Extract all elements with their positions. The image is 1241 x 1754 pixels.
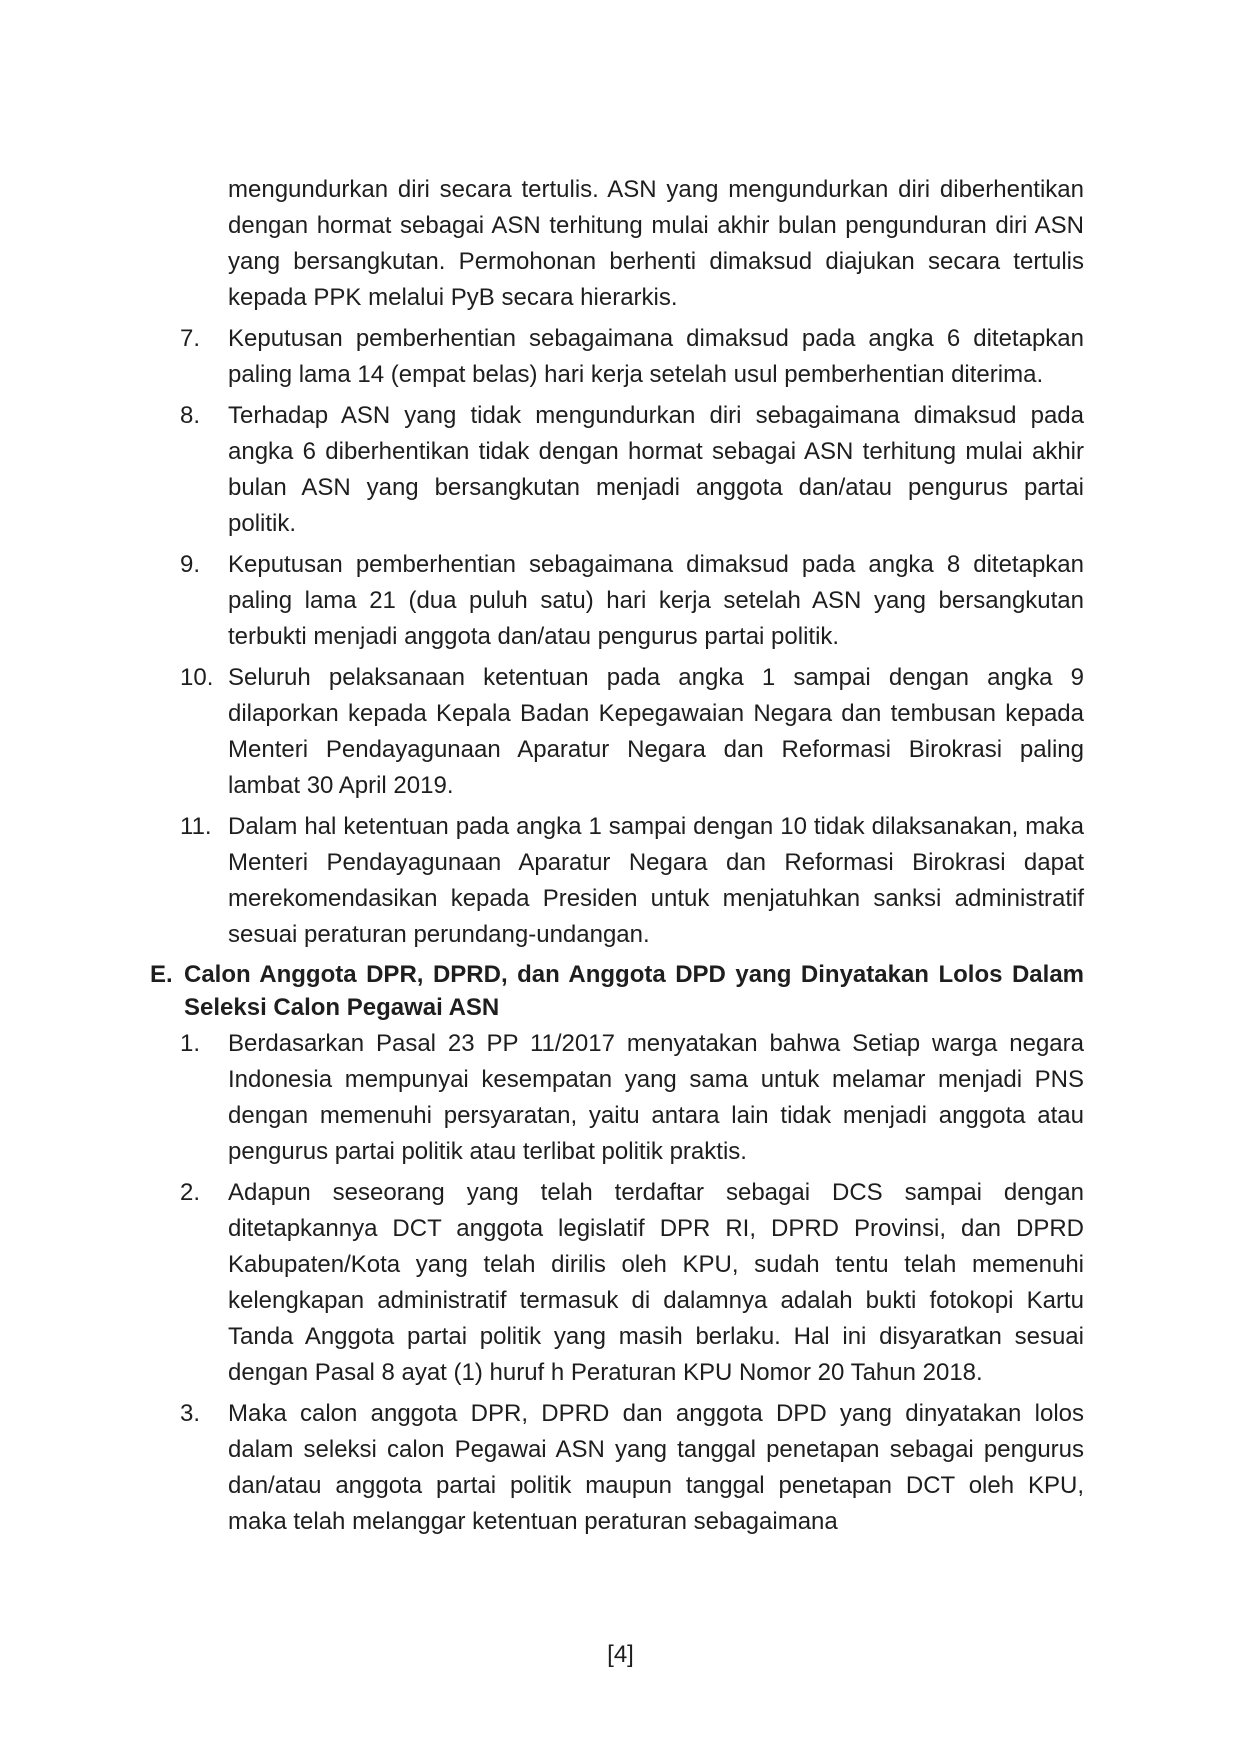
list-item-number: 7. xyxy=(180,325,201,352)
list-item-number: 2. xyxy=(180,1179,201,1206)
list-item-7 xyxy=(180,321,1084,393)
list-item-e1 xyxy=(180,1026,1084,1170)
page-content xyxy=(0,172,1241,1540)
list-item-text: Seluruh pelaksanaan ketentuan pada angka 1 sampai dengan angka 9 dilaporkan kepada Kepala Badan Kepegawaian Negara dan tembusan kepada Menteri Pendayagunaan Aparatur Negara dan Reformasi Birokrasi paling lambat 30 April 2019. xyxy=(228,664,1084,799)
numbered-list-e xyxy=(0,1026,1241,1540)
list-item-number: 3. xyxy=(180,1400,201,1427)
section-letter: E. xyxy=(150,961,173,988)
numbered-list-d xyxy=(0,321,1241,953)
section-title: Calon Anggota DPR, DPRD, dan Anggota DPD yang Dinyatakan Lolos Dalam Seleksi Calon Pegawai ASN xyxy=(184,961,1084,1021)
list-item-number: 10. xyxy=(180,664,214,691)
list-item-9 xyxy=(180,547,1084,655)
list-item-number: 11. xyxy=(180,813,212,840)
list-item-text: Terhadap ASN yang tidak mengundurkan diri sebagaimana dimaksud pada angka 6 diberhentikan tidak dengan hormat sebagai ASN terhitung mulai akhir bulan ASN yang bersangkutan menjadi anggota dan/atau pengurus partai politik. xyxy=(228,402,1084,537)
continued-paragraph: mengundurkan diri secara tertulis. ASN yang mengundurkan diri diberhentikan dengan hormat sebagai ASN terhitung mulai akhir bulan pengunduran diri ASN yang bersangkutan. Permohonan berhenti dimaksud diajukan secara tertulis kepada PPK melalui PyB secara hierarkis. xyxy=(228,176,1084,311)
page-number: [4] xyxy=(607,1641,634,1668)
list-item-number: 9. xyxy=(180,551,201,578)
list-item-10 xyxy=(180,660,1084,804)
list-item-text: Maka calon anggota DPR, DPRD dan anggota DPD yang dinyatakan lolos dalam seleksi calon Pegawai ASN yang tanggal penetapan sebagai pengurus dan/atau anggota partai politik maupun tanggal penetapan DCT oleh KPU, maka telah melanggar ketentuan peraturan sebagaimana xyxy=(228,1400,1084,1535)
list-item-number: 1. xyxy=(180,1030,201,1057)
list-item-text: Keputusan pemberhentian sebagaimana dimaksud pada angka 8 ditetapkan paling lama 21 (dua puluh satu) hari kerja setelah ASN yang bersangkutan terbukti menjadi anggota dan/atau pengurus partai politik. xyxy=(228,551,1084,650)
list-item-e2 xyxy=(180,1175,1084,1391)
list-item-8 xyxy=(180,398,1084,542)
list-item-text: Adapun seseorang yang telah terdaftar sebagai DCS sampai dengan ditetapkannya DCT anggota legislatif DPR RI, DPRD Provinsi, dan DPRD Kabupaten/Kota yang telah dirilis oleh KPU, sudah tentu telah memenuhi kelengkapan administratif termasuk di dalamnya adalah bukti fotokopi Kartu Tanda Anggota partai politik yang masih berlaku. Hal ini disyaratkan sesuai dengan Pasal 8 ayat (1) huruf h Peraturan KPU Nomor 20 Tahun 2018. xyxy=(228,1179,1084,1386)
list-item-text: Berdasarkan Pasal 23 PP 11/2017 menyatakan bahwa Setiap warga negara Indonesia mempunyai kesempatan yang sama untuk melamar menjadi PNS dengan memenuhi persyaratan, yaitu antara lain tidak menjadi anggota atau pengurus partai politik atau terlibat politik praktis. xyxy=(228,1030,1084,1165)
list-item-text: Dalam hal ketentuan pada angka 1 sampai dengan 10 tidak dilaksanakan, maka Menteri Pendayagunaan Aparatur Negara dan Reformasi Birokrasi dapat merekomendasikan kepada Presiden untuk menjatuhkan sanksi administratif sesuai peraturan perundang-undangan. xyxy=(228,813,1084,948)
list-item-number: 8. xyxy=(180,402,201,429)
list-item-e3 xyxy=(180,1396,1084,1540)
list-item-text: Keputusan pemberhentian sebagaimana dimaksud pada angka 6 ditetapkan paling lama 14 (empat belas) hari kerja setelah usul pemberhentian diterima. xyxy=(228,325,1084,388)
section-heading-e xyxy=(150,958,1084,1024)
list-item-11 xyxy=(180,809,1084,953)
